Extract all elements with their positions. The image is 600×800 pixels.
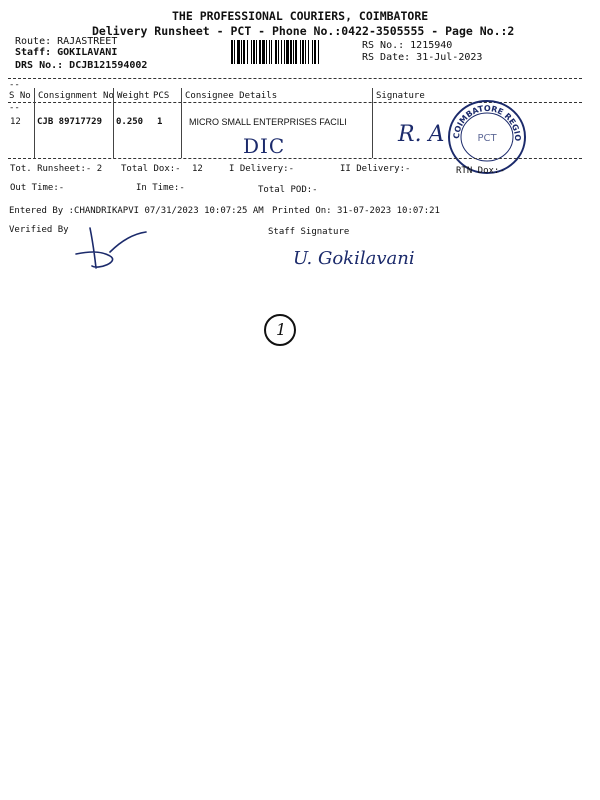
circled-mark (264, 314, 296, 346)
staff-label: Staff: GOKILAVANI (15, 47, 118, 58)
entered-by: Entered By :CHANDRIKAPVI 07/31/2023 10:07:25 AM (9, 206, 264, 216)
rtn-dox: RTN Dox:- (456, 166, 505, 176)
col-header-weight: Weight (117, 91, 150, 101)
barcode-bar (256, 40, 257, 64)
barcode-bar (281, 40, 282, 64)
runsheet-subtitle: Delivery Runsheet - PCT - Phone No.:0422-3505555 - Page No.:2 (92, 24, 515, 38)
column-line (34, 88, 35, 158)
drs-number: DRS No.: DCJB121594002 (15, 60, 148, 71)
row-consignee: MICRO SMALL ENTERPRISES FACILI (189, 117, 347, 127)
barcode-bar (253, 40, 255, 64)
col-header-signature: Signature (376, 91, 425, 101)
staff-signature-label: Staff Signature (268, 227, 350, 237)
barcode-bar (247, 40, 248, 64)
total-dox-label: Total Dox:- (121, 164, 181, 174)
barcode-bar (275, 40, 277, 64)
route-label: Route: RAJASTREET (15, 36, 118, 47)
barcode-bar (266, 40, 267, 64)
ii-delivery: II Delivery:- (340, 164, 411, 174)
printed-on: Printed On: 31-07-2023 10:07:21 (272, 206, 440, 216)
total-runsheet: Tot. Runsheet:- 2 (10, 164, 103, 174)
row-pcs: 1 (157, 117, 163, 127)
barcode-bar (312, 40, 313, 64)
barcode-bar (286, 40, 289, 64)
barcode-bar (243, 40, 245, 64)
staff-signature-handwritten: U. Gokilavani (293, 248, 415, 269)
col-header-sno: S No (9, 91, 31, 101)
column-line (372, 88, 373, 158)
barcode-bar (318, 40, 319, 64)
handwritten-initials: R. A (398, 122, 445, 147)
verified-by: Verified By (9, 225, 69, 235)
divider-dash: -- (9, 80, 20, 90)
col-header-pcs: PCS (153, 91, 170, 101)
i-delivery: I Delivery:- (229, 164, 295, 174)
stamp-center-text: PCT (477, 133, 497, 144)
col-header-consignee: Consignee Details (185, 91, 278, 101)
total-dox-value: 12 (192, 164, 203, 174)
rs-date: RS Date: 31-Jul-2023 (362, 52, 483, 63)
barcode-bar (302, 40, 304, 64)
barcode-bar (293, 40, 294, 64)
barcode-bar (300, 40, 301, 64)
stamp-ring-text: COIMBATORE REGION ZONE (443, 92, 523, 142)
barcode-bar (305, 40, 306, 64)
handwritten-dic: DIC (243, 134, 286, 158)
column-line (181, 88, 182, 158)
barcode-bar (234, 40, 235, 64)
barcode (231, 40, 355, 64)
divider (8, 78, 582, 79)
barcode-bar (251, 40, 252, 64)
barcode-bar (278, 40, 279, 64)
total-pod: Total POD:- (258, 185, 318, 195)
barcode-bar (259, 40, 261, 64)
row-consignment: CJB 89717729 (37, 117, 103, 127)
barcode-bar (314, 40, 316, 64)
barcode-bar (290, 40, 292, 64)
divider (8, 158, 582, 159)
rs-number: RS No.: 1215940 (362, 40, 453, 51)
divider-dash: -- (9, 103, 20, 113)
barcode-bar (231, 40, 233, 64)
column-line (113, 88, 114, 158)
company-title: THE PROFESSIONAL COURIERS, COIMBATORE (172, 9, 429, 23)
barcode-bar (271, 40, 272, 64)
row-weight: 0.250 (116, 117, 144, 127)
col-header-consignment: Consignment No (38, 91, 114, 101)
circled-mark-text: 1 (276, 320, 287, 339)
in-time: In Time:- (136, 183, 185, 193)
barcode-bar (295, 40, 297, 64)
barcode-bar (241, 40, 242, 64)
region-stamp (443, 92, 527, 175)
row-sno: 12 (10, 117, 21, 127)
barcode-bar (308, 40, 309, 64)
barcode-bar (269, 40, 270, 64)
barcode-bar (284, 40, 285, 64)
out-time: Out Time:- (10, 183, 65, 193)
verified-signature (70, 226, 160, 276)
barcode-bar (262, 40, 265, 64)
barcode-bar (237, 40, 240, 64)
